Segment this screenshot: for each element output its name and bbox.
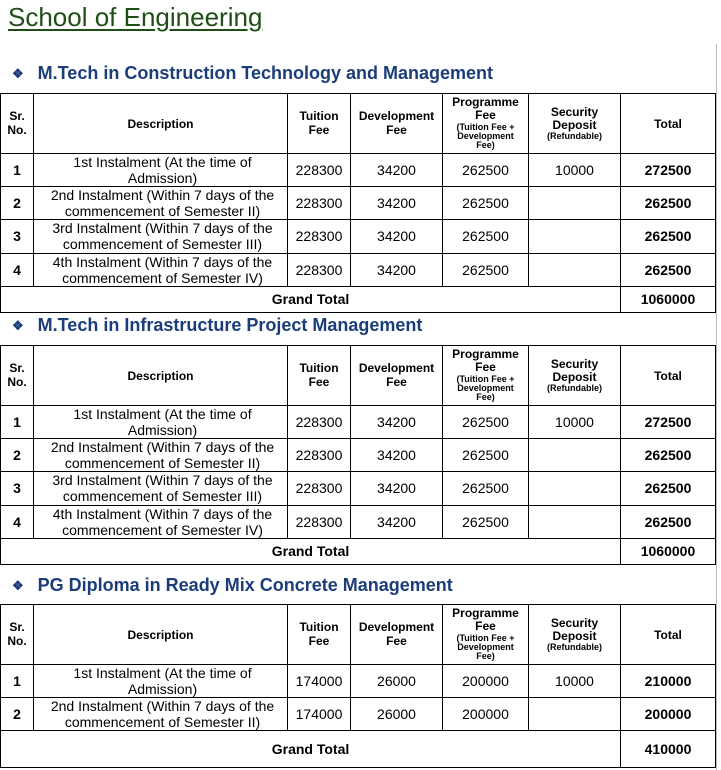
page-title: School of Engineering (8, 2, 263, 32)
diamond-bullet-icon: ❖ (12, 577, 24, 593)
description-line-2: commencement of Semester II) (64, 714, 261, 731)
description-line-2: commencement of Semester III) (62, 488, 263, 505)
table-header-row (1, 346, 716, 406)
cell-tuition-fee: 228300 (288, 439, 351, 472)
header-note: (Refundable) (547, 130, 602, 141)
header-note: (Tuition Fee + (456, 121, 515, 132)
description-line-2: commencement of Semester IV) (62, 269, 263, 286)
grand-total-label: Grand Total (1, 538, 621, 564)
cell-description (34, 406, 288, 439)
cell-sr-no: 2 (1, 187, 34, 220)
header-text: Description (127, 116, 194, 131)
header-text: Security (550, 104, 599, 119)
cell-tuition-fee: 228300 (288, 253, 351, 286)
header-text: Description (127, 627, 194, 642)
cell-security-deposit: 10000 (529, 665, 621, 698)
description-line-1: 4th Instalment (Within 7 days of the (52, 505, 273, 522)
header-description (34, 605, 288, 665)
grand-total-value: 1060000 (621, 538, 716, 564)
cell-tuition-fee: 228300 (288, 187, 351, 220)
header-sr-no (1, 346, 34, 406)
cell-security-deposit: 10000 (529, 406, 621, 439)
cell-development-fee: 34200 (351, 406, 443, 439)
grand-total-row (1, 731, 716, 768)
description-line-1: 1st Instalment (At the time of Admission) (73, 406, 252, 439)
cell-description (34, 154, 288, 187)
cell-description (34, 698, 288, 731)
header-tuition-fee (288, 94, 351, 154)
grand-total-label: Grand Total (1, 286, 621, 312)
section-title: PG Diploma in Ready Mix Concrete Management (37, 575, 453, 595)
cell-tuition-fee: 228300 (288, 505, 351, 538)
cell-development-fee: 26000 (351, 665, 443, 698)
header-text: Fee (475, 619, 496, 634)
header-security-deposit (529, 346, 621, 406)
cell-sr-no: 2 (1, 698, 34, 731)
header-text: Tuition (299, 109, 339, 124)
header-text: Total (654, 368, 682, 383)
cell-development-fee: 34200 (351, 472, 443, 505)
cell-sr-no: 1 (1, 406, 34, 439)
header-text: Sr. (9, 361, 25, 376)
cell-description (34, 505, 288, 538)
cell-programme-fee: 262500 (443, 253, 529, 286)
cell-total: 200000 (621, 698, 716, 731)
cell-total: 262500 (621, 505, 716, 538)
cell-sr-no: 3 (1, 220, 34, 253)
cell-tuition-fee: 228300 (288, 406, 351, 439)
cell-total: 210000 (621, 665, 716, 698)
cell-development-fee: 34200 (351, 505, 443, 538)
section-title: M.Tech in Infrastructure Project Management (37, 315, 423, 335)
cell-security-deposit: 10000 (529, 154, 621, 187)
header-note: Fee) (476, 392, 495, 403)
header-text: Fee (475, 108, 496, 123)
cell-total: 262500 (621, 472, 716, 505)
header-note: (Tuition Fee + (456, 373, 515, 384)
header-tuition-fee (288, 605, 351, 665)
header-note: Development (457, 382, 514, 393)
description-line-1: 3rd Instalment (Within 7 days of the (52, 220, 273, 237)
header-text: Sr. (9, 620, 25, 635)
cell-description (34, 472, 288, 505)
cell-description (34, 187, 288, 220)
header-note: (Refundable) (547, 382, 602, 393)
header-text: Security (550, 356, 599, 371)
header-total (621, 346, 716, 406)
header-text: Development (358, 109, 435, 124)
cell-security-deposit (529, 220, 621, 253)
header-note: (Refundable) (547, 641, 602, 652)
cell-tuition-fee: 228300 (288, 220, 351, 253)
cell-development-fee: 34200 (351, 253, 443, 286)
header-text: Fee (386, 122, 407, 137)
header-text: No. (7, 374, 27, 389)
header-text: Description (127, 368, 194, 383)
header-text: Programme (452, 95, 519, 110)
cell-total: 272500 (621, 154, 716, 187)
grand-total-label: Grand Total (1, 731, 621, 768)
header-sr-no (1, 94, 34, 154)
header-text: Programme (452, 606, 519, 621)
header-programme-fee (443, 605, 529, 665)
table-row (1, 698, 716, 731)
cell-description (34, 220, 288, 253)
header-text: Programme (452, 347, 519, 362)
diamond-bullet-icon: ❖ (12, 65, 24, 81)
table-header-row (1, 605, 716, 665)
fee-table-construction (0, 93, 716, 313)
cell-programme-fee: 262500 (443, 505, 529, 538)
cell-tuition-fee: 174000 (288, 698, 351, 731)
description-line-1: 4th Instalment (Within 7 days of the (52, 253, 273, 270)
cell-security-deposit (529, 187, 621, 220)
section-heading-construction (12, 63, 493, 84)
cell-development-fee: 26000 (351, 698, 443, 731)
description-line-1: 2nd Instalment (Within 7 days of the (50, 439, 275, 456)
cell-total: 262500 (621, 439, 716, 472)
header-description (34, 94, 288, 154)
cell-tuition-fee: 228300 (288, 154, 351, 187)
cell-sr-no: 1 (1, 154, 34, 187)
header-security-deposit (529, 94, 621, 154)
header-text: Total (654, 627, 682, 642)
header-text: Development (358, 620, 435, 635)
cell-programme-fee: 262500 (443, 154, 529, 187)
cell-total: 262500 (621, 253, 716, 286)
cell-security-deposit (529, 698, 621, 731)
header-text: Tuition (299, 620, 339, 635)
cell-security-deposit (529, 505, 621, 538)
header-text: Security (550, 615, 599, 630)
header-note: Fee) (476, 651, 495, 662)
cell-total: 272500 (621, 406, 716, 439)
fee-table-pg-diploma (0, 604, 716, 768)
cell-programme-fee: 262500 (443, 220, 529, 253)
grand-total-value: 1060000 (621, 286, 716, 312)
table-row (1, 505, 716, 538)
cell-total: 262500 (621, 187, 716, 220)
cell-development-fee: 34200 (351, 220, 443, 253)
table-header-row (1, 94, 716, 154)
table-row (1, 439, 716, 472)
cell-programme-fee: 262500 (443, 472, 529, 505)
section-heading-pg-diploma (12, 575, 453, 596)
cell-programme-fee: 262500 (443, 439, 529, 472)
cell-sr-no: 4 (1, 253, 34, 286)
cell-tuition-fee: 174000 (288, 665, 351, 698)
cell-development-fee: 34200 (351, 187, 443, 220)
header-text: Fee (308, 374, 330, 389)
table-row (1, 253, 716, 286)
cell-programme-fee: 200000 (443, 698, 529, 731)
page-right-border (716, 44, 717, 770)
grand-total-row (1, 538, 716, 564)
cell-sr-no: 2 (1, 439, 34, 472)
diamond-bullet-icon: ❖ (12, 317, 24, 333)
cell-security-deposit (529, 439, 621, 472)
table-row (1, 154, 716, 187)
header-text: Fee (308, 122, 330, 137)
header-text: Deposit (552, 369, 597, 384)
cell-programme-fee: 262500 (443, 187, 529, 220)
cell-description (34, 439, 288, 472)
cell-sr-no: 3 (1, 472, 34, 505)
cell-total: 262500 (621, 220, 716, 253)
cell-description (34, 665, 288, 698)
description-line-1: 1st Instalment (At the time of Admission) (73, 665, 252, 698)
header-text: Fee (386, 633, 407, 648)
header-programme-fee (443, 94, 529, 154)
header-note: Fee) (476, 140, 495, 151)
cell-sr-no: 1 (1, 665, 34, 698)
cell-programme-fee: 200000 (443, 665, 529, 698)
header-text: No. (7, 633, 27, 648)
header-text: Tuition (299, 361, 339, 376)
grand-total-value: 410000 (621, 731, 716, 768)
table-row (1, 472, 716, 505)
grand-total-row (1, 286, 716, 312)
header-programme-fee (443, 346, 529, 406)
header-description (34, 346, 288, 406)
header-development-fee (351, 605, 443, 665)
header-text: Fee (308, 633, 330, 648)
description-line-2: commencement of Semester IV) (62, 521, 263, 538)
description-line-1: 2nd Instalment (Within 7 days of the (50, 698, 275, 715)
table-row (1, 406, 716, 439)
cell-tuition-fee: 228300 (288, 472, 351, 505)
cell-security-deposit (529, 472, 621, 505)
description-line-1: 1st Instalment (At the time of Admission) (73, 154, 252, 187)
header-note: Development (457, 641, 514, 652)
table-row (1, 665, 716, 698)
header-text: Deposit (552, 628, 597, 643)
section-title: M.Tech in Construction Technology and Management (37, 63, 494, 83)
cell-description (34, 253, 288, 286)
header-note: Development (457, 130, 514, 141)
header-tuition-fee (288, 346, 351, 406)
fee-table-infrastructure (0, 345, 716, 565)
description-line-2: commencement of Semester III) (62, 236, 263, 253)
header-text: Development (358, 361, 435, 376)
cell-programme-fee: 262500 (443, 406, 529, 439)
header-text: Total (654, 116, 682, 131)
header-text: No. (7, 122, 27, 137)
table-row (1, 187, 716, 220)
header-text: Sr. (9, 109, 25, 124)
header-sr-no (1, 605, 34, 665)
header-security-deposit (529, 605, 621, 665)
header-development-fee (351, 94, 443, 154)
header-text: Fee (386, 374, 407, 389)
header-text: Deposit (552, 117, 597, 132)
cell-development-fee: 34200 (351, 154, 443, 187)
table-row (1, 220, 716, 253)
cell-security-deposit (529, 253, 621, 286)
header-total (621, 605, 716, 665)
header-development-fee (351, 346, 443, 406)
header-total (621, 94, 716, 154)
header-note: (Tuition Fee + (456, 632, 515, 643)
description-line-2: commencement of Semester II) (64, 455, 261, 472)
section-heading-infrastructure (12, 315, 422, 336)
cell-sr-no: 4 (1, 505, 34, 538)
header-text: Fee (475, 360, 496, 375)
cell-development-fee: 34200 (351, 439, 443, 472)
description-line-1: 3rd Instalment (Within 7 days of the (52, 472, 273, 489)
description-line-1: 2nd Instalment (Within 7 days of the (50, 187, 275, 204)
description-line-2: commencement of Semester II) (64, 203, 261, 220)
